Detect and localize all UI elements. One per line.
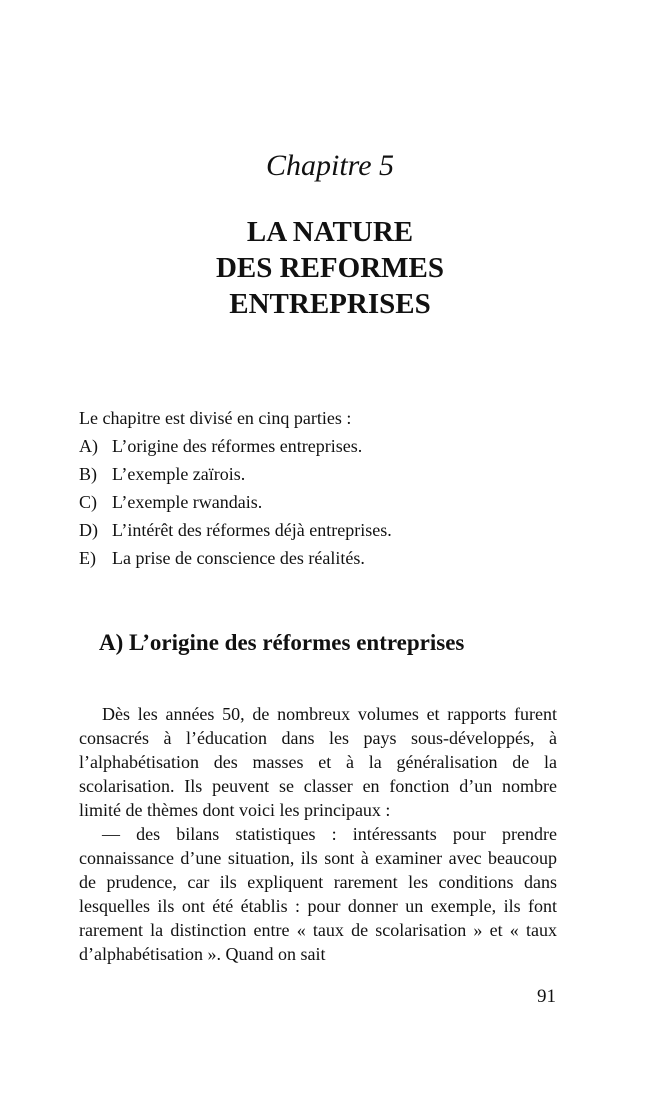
outline-item-letter: D) [79, 520, 98, 540]
outline-item-letter: A) [79, 436, 98, 456]
outline-item-letter: C) [79, 492, 97, 512]
outline-item [79, 432, 392, 460]
outline-item-letter: B) [79, 464, 97, 484]
outline-item [79, 516, 392, 544]
chapter-title-line-3: ENTREPRISES [229, 288, 431, 320]
outline-item-text: L’origine des réformes entreprises. [112, 436, 363, 456]
outline-item-letter: E) [79, 548, 96, 568]
chapter-title-line-2: DES REFORMES [215, 252, 444, 284]
chapter-title [0, 214, 650, 322]
page-number: 91 [537, 986, 556, 1007]
section-heading: A) L’origine des réformes entreprises [99, 630, 465, 655]
outline-item-text: La prise de conscience des réalités. [112, 548, 365, 568]
outline-item [79, 460, 392, 488]
chapter-outline [79, 404, 392, 572]
outline-item-text: L’exemple zaïrois. [112, 464, 246, 484]
outline-item [79, 488, 392, 516]
outline-item [79, 544, 392, 572]
body-text [79, 702, 557, 966]
outline-intro: Le chapitre est divisé en cinq parties : [79, 408, 352, 428]
chapter-title-line-1: LA NATURE [246, 216, 414, 248]
outline-item-text: L’exemple rwandais. [112, 492, 263, 512]
outline-item-text: L’intérêt des réformes déjà entreprises. [112, 520, 392, 540]
body-paragraph: Dès les années 50, de nombreux volumes et rapports furent consacrés à l’éducation dans les pays sous-développés, à l’alphabétisation des masses et à la généralisation de la scolarisation. Ils peuvent se classer en fonction d’un nombre limité de thèmes dont voici les principaux : [79, 704, 557, 820]
body-paragraph: — des bilans statistiques : intéressants pour prendre connaissance d’une situation, ils sont à examiner avec beaucoup de prudence, car ils expliquent rarement les conditions dans lesquelles ils ont été établis : pour donner un exemple, ils font rarement la distinction entre « taux de scolarisation » et « taux d’alphabétisation ». Quand on sait [79, 824, 557, 964]
chapter-label: Chapitre 5 [265, 149, 395, 182]
